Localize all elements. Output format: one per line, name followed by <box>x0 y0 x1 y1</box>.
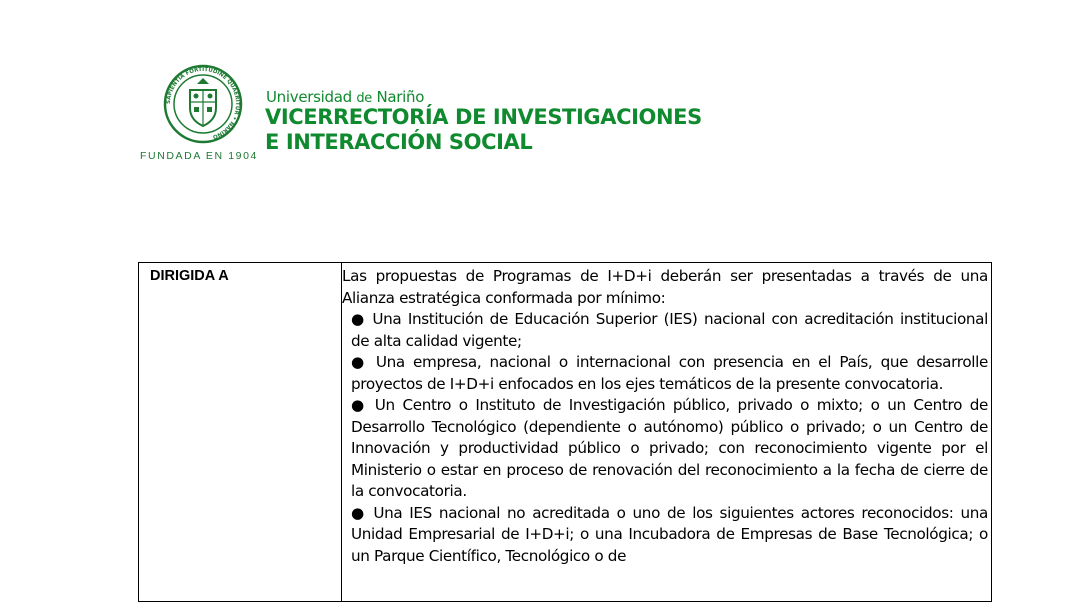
bullet-item-1: ● Una Institución de Educación Superior (IES) nacional con acreditación institucional de alta calidad vigente; <box>351 310 988 350</box>
university-name-text: Nariño <box>376 88 425 106</box>
document-header <box>135 64 735 174</box>
university-prefix: Universidad <box>266 88 352 106</box>
intro-paragraph: Las propuestas de Programas de I+D+i deberán ser presentadas a través de una Alianza estratégica conformada por mínimo: <box>342 267 988 307</box>
bullet-item-3: ● Un Centro o Instituto de Investigación público, privado o mixto; o un Centro de Desarrollo Tecnológico (dependiente o autónomo) público o privado; o un Centro de Innovación y productividad público o privado; con reconocimiento vigente por el Ministerio o estar en proceso de renovación del reconocimiento a la fecha de cierre de la convocatoria. <box>351 396 988 500</box>
university-de: de <box>356 91 372 106</box>
bullet-item-4: ● Una IES nacional no acreditada o uno de los siguientes actores reconocidos: una Unidad Empresarial de I+D+i; o una Incubadora de Empresas de Base Tecnológica; o un Parque Científico, Tecnológico o de <box>351 503 988 565</box>
founded-text: FUNDADA EN 1904 <box>140 150 258 162</box>
row-content <box>342 266 988 567</box>
seal-motto: SAPIENTIA FORTITUDINE QUAERITUR • NARIÑO <box>165 66 241 140</box>
university-seal-icon <box>163 64 243 144</box>
office-line-2: E INTERACCIÓN SOCIAL <box>265 130 533 154</box>
university-name <box>266 88 424 106</box>
office-name <box>265 105 702 155</box>
row-label: DIRIGIDA A <box>150 268 229 284</box>
bullet-item-2: ● Una empresa, nacional o internacional con presencia en el País, que desarrolle proyectos de I+D+i enfocados en los ejes temáticos de la presente convocatoria. <box>351 353 988 393</box>
info-table <box>138 262 992 602</box>
office-line-1: VICERRECTORÍA DE INVESTIGACIONES <box>265 105 702 129</box>
